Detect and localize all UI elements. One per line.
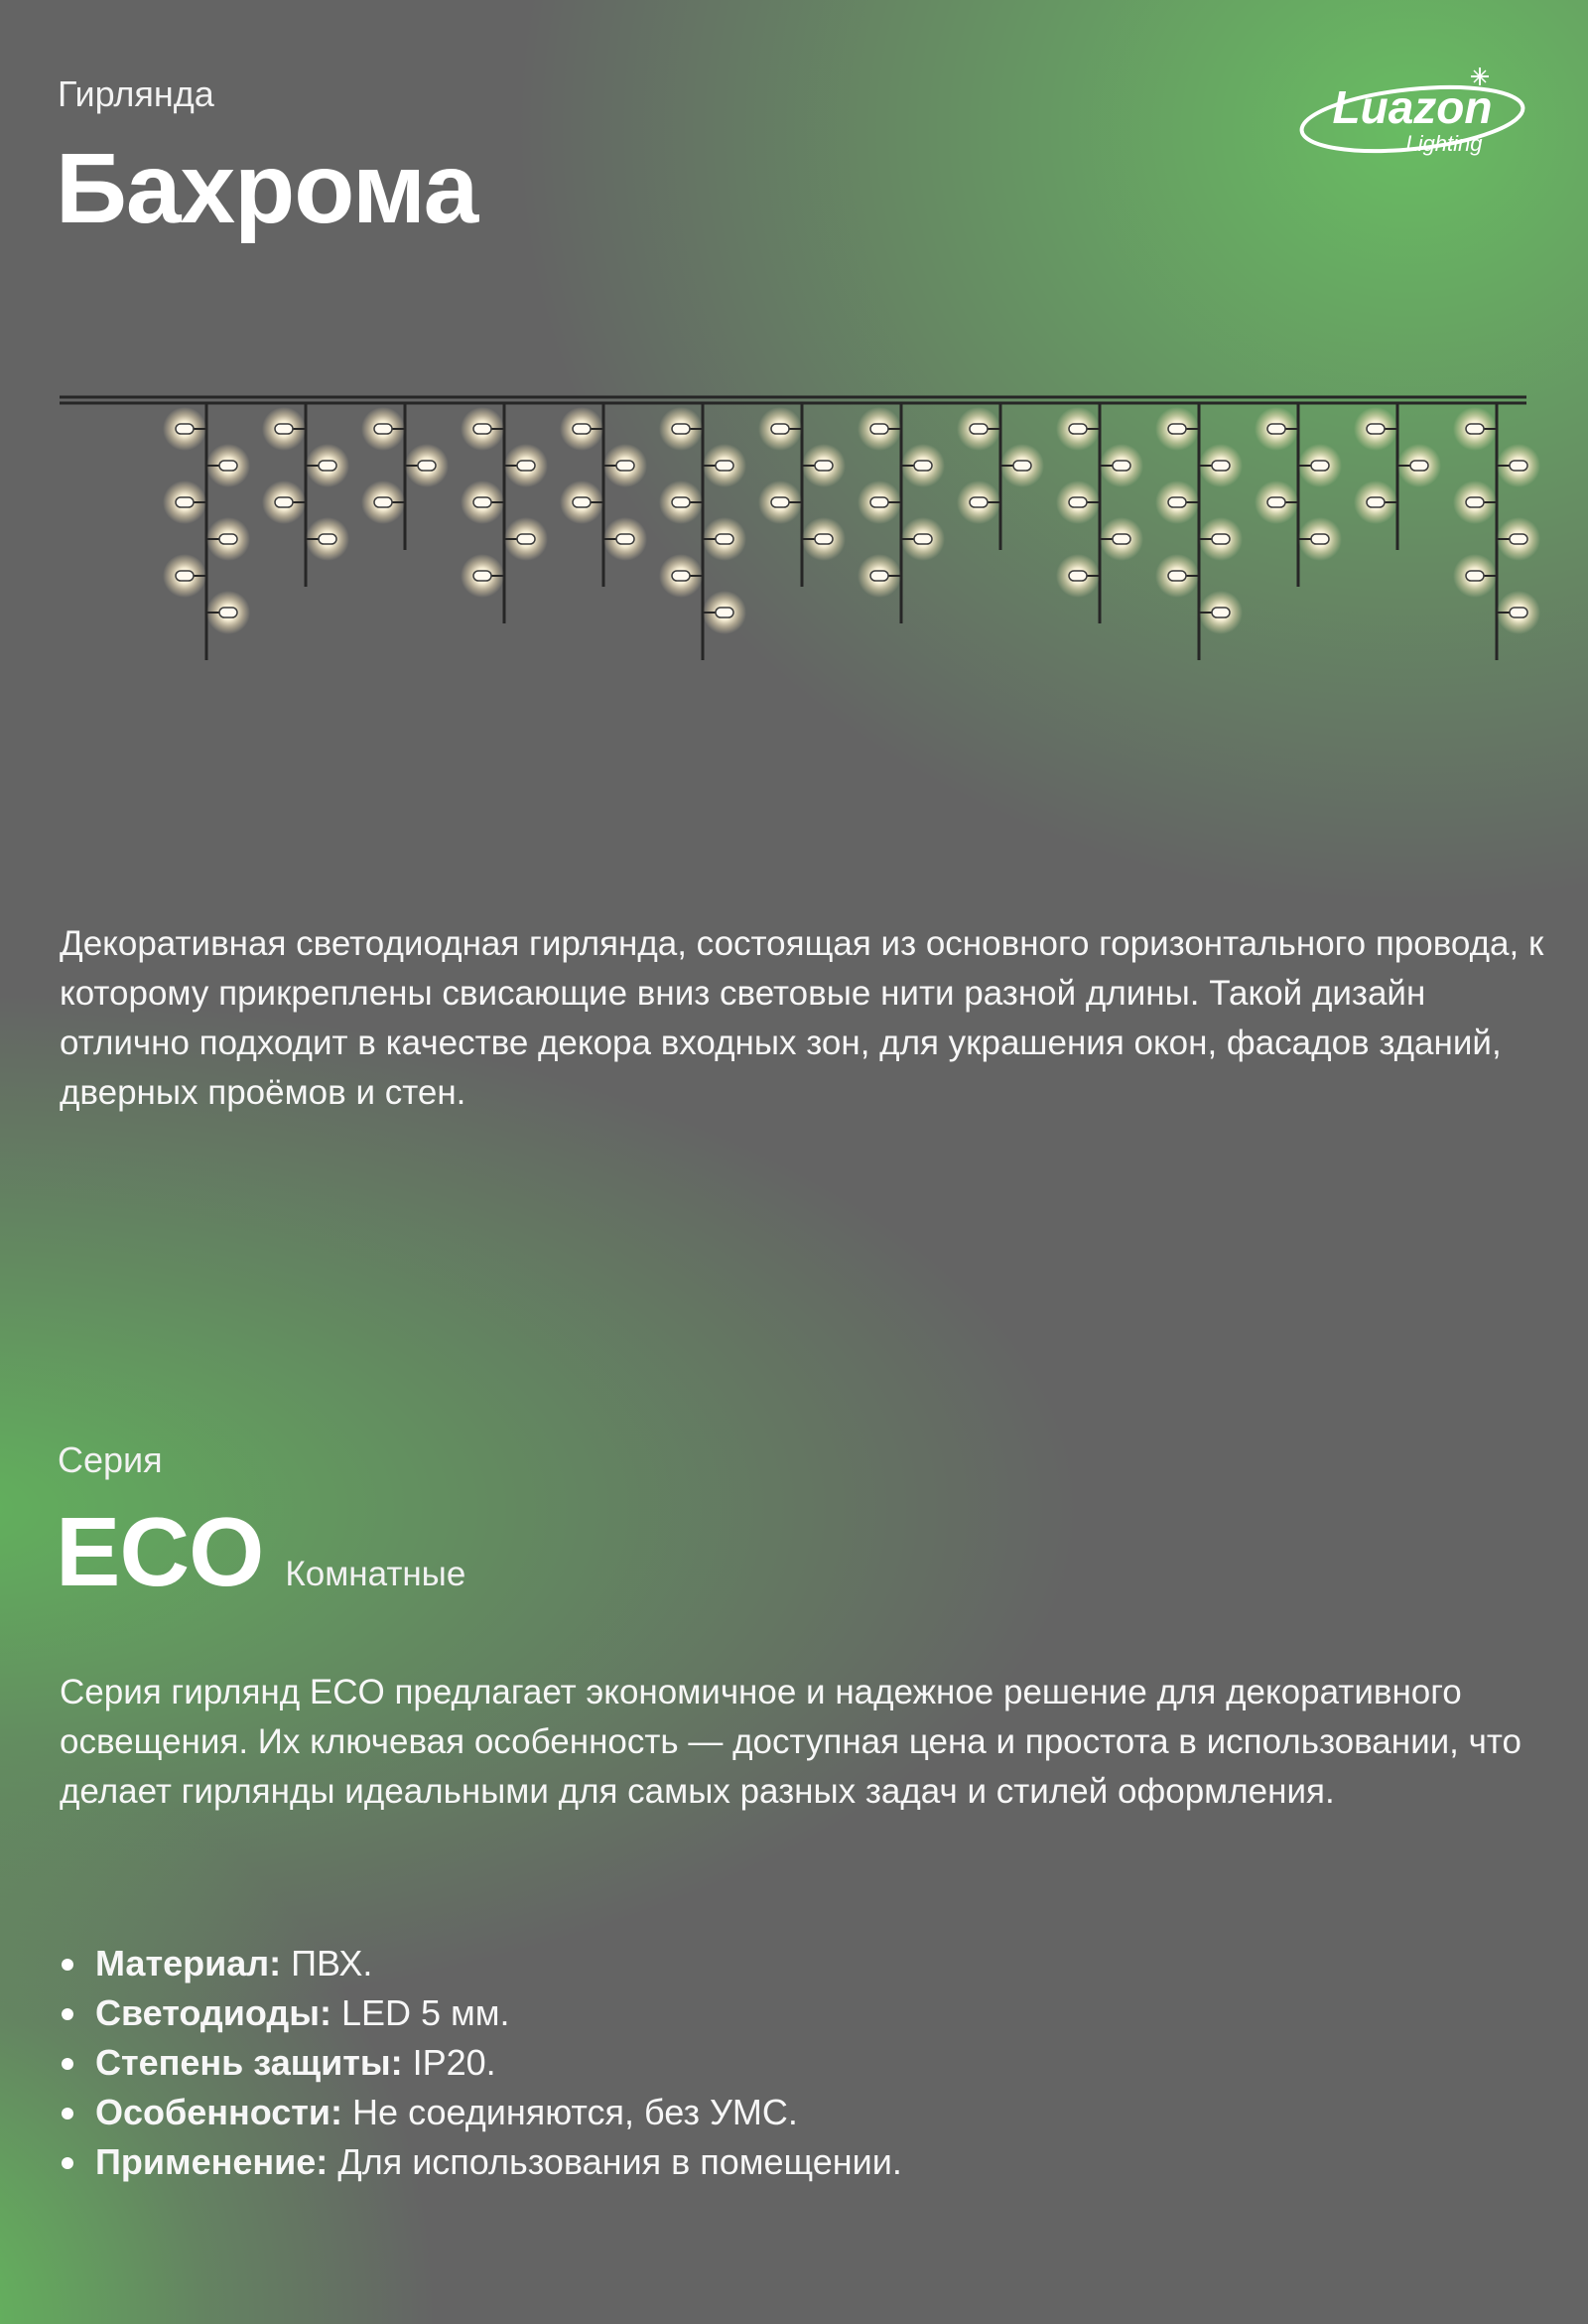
led-bulb	[802, 517, 846, 561]
led-bulb	[858, 480, 901, 524]
led-bulb	[504, 517, 548, 561]
led-bulb	[461, 554, 504, 598]
led-bulb	[858, 554, 901, 598]
led-bulb	[1298, 444, 1342, 487]
led-bulb	[206, 517, 250, 561]
main-wire	[60, 397, 1526, 403]
led-bulb	[163, 407, 206, 451]
logo-sub: Lighting	[1405, 131, 1483, 156]
led-bulb	[703, 517, 746, 561]
led-bulb	[262, 480, 306, 524]
led-bulb	[1255, 407, 1298, 451]
spec-item-leds: Светодиоды: LED 5 мм.	[60, 1988, 902, 2038]
garland-illustration	[0, 377, 1588, 794]
led-bulb	[1298, 517, 1342, 561]
light-strand	[659, 403, 746, 660]
led-bulb	[1199, 517, 1243, 561]
spec-item-protection: Степень защиты: IP20.	[60, 2038, 902, 2088]
led-bulb	[1199, 591, 1243, 634]
light-strand	[1255, 403, 1342, 587]
led-bulb	[1100, 444, 1143, 487]
series-name: ECO	[56, 1497, 264, 1606]
light-strand	[262, 403, 349, 587]
spec-item-features: Особенности: Не соединяются, без УМС.	[60, 2088, 902, 2137]
led-bulb	[1354, 480, 1397, 524]
led-bulb	[659, 554, 703, 598]
led-bulb	[1155, 554, 1199, 598]
led-bulb	[361, 480, 405, 524]
led-bulb	[1056, 480, 1100, 524]
logo-word: Luazon	[1332, 81, 1493, 133]
spec-item-material: Материал: ПВХ.	[60, 1939, 902, 1988]
led-bulb	[461, 407, 504, 451]
led-bulb	[1155, 407, 1199, 451]
led-bulb	[659, 407, 703, 451]
product-description: Декоративная светодиодная гирлянда, состоящая из основного горизонтального провода, к которому прикреплены свисающие вниз световые нити разной длины. Такой дизайн отлично подходит в качестве декора входных зон, для украшения окон, фасадов зданий, дверных проёмов и стен.	[60, 924, 1544, 1112]
led-bulb	[603, 444, 647, 487]
product-kicker: Гирлянда	[58, 73, 214, 114]
led-bulb	[504, 444, 548, 487]
series-type: Комнатные	[285, 1555, 466, 1593]
led-bulb	[758, 407, 802, 451]
light-strand	[1155, 403, 1243, 660]
led-bulb	[206, 591, 250, 634]
luazon-logo	[1295, 60, 1533, 169]
led-bulb	[1497, 444, 1540, 487]
led-bulb	[163, 480, 206, 524]
led-bulb	[802, 444, 846, 487]
led-bulb	[306, 517, 349, 561]
led-bulb	[560, 480, 603, 524]
led-bulb	[560, 407, 603, 451]
led-bulb	[461, 480, 504, 524]
led-bulb	[262, 407, 306, 451]
led-bulb	[603, 517, 647, 561]
product-title: Бахрома	[56, 133, 478, 244]
light-strand	[361, 403, 449, 550]
light-strand	[1453, 403, 1540, 660]
led-bulb	[1497, 591, 1540, 634]
series-heading	[56, 1497, 466, 1606]
led-bulb	[703, 444, 746, 487]
light-strand	[560, 403, 647, 587]
led-bulb	[1453, 480, 1497, 524]
light-strand	[858, 403, 945, 623]
led-bulb	[1397, 444, 1441, 487]
led-bulb	[659, 480, 703, 524]
led-bulb	[1497, 517, 1540, 561]
light-strand	[1056, 403, 1143, 623]
led-bulb	[405, 444, 449, 487]
light-strand	[758, 403, 846, 587]
led-bulb	[957, 407, 1000, 451]
light-strand	[461, 403, 548, 623]
led-bulb	[306, 444, 349, 487]
led-bulb	[206, 444, 250, 487]
led-bulb	[1255, 480, 1298, 524]
light-strand	[163, 403, 250, 660]
spec-item-usage: Применение: Для использования в помещении.	[60, 2137, 902, 2187]
series-description: Серия гирлянд ECO предлагает экономичное и надежное решение для декоративного освещения. Их ключевая особенность — доступная цена и простота в использовании, что делает гирлянды идеальными для самых разных задач и стилей оформления.	[60, 1673, 1522, 1811]
led-bulb	[1199, 444, 1243, 487]
led-bulb	[1155, 480, 1199, 524]
led-bulb	[703, 591, 746, 634]
led-bulb	[1100, 517, 1143, 561]
led-bulb	[1056, 554, 1100, 598]
led-bulb	[1453, 554, 1497, 598]
led-bulb	[1453, 407, 1497, 451]
led-bulb	[758, 480, 802, 524]
led-bulb	[361, 407, 405, 451]
led-bulb	[1056, 407, 1100, 451]
light-strand	[1354, 403, 1441, 550]
led-bulb	[1000, 444, 1044, 487]
led-bulb	[957, 480, 1000, 524]
led-bulb	[163, 554, 206, 598]
led-bulb	[901, 517, 945, 561]
series-label: Серия	[58, 1439, 163, 1480]
led-bulb	[858, 407, 901, 451]
light-strand	[957, 403, 1044, 550]
led-bulb	[901, 444, 945, 487]
led-bulb	[1354, 407, 1397, 451]
spec-list	[60, 1939, 902, 2187]
